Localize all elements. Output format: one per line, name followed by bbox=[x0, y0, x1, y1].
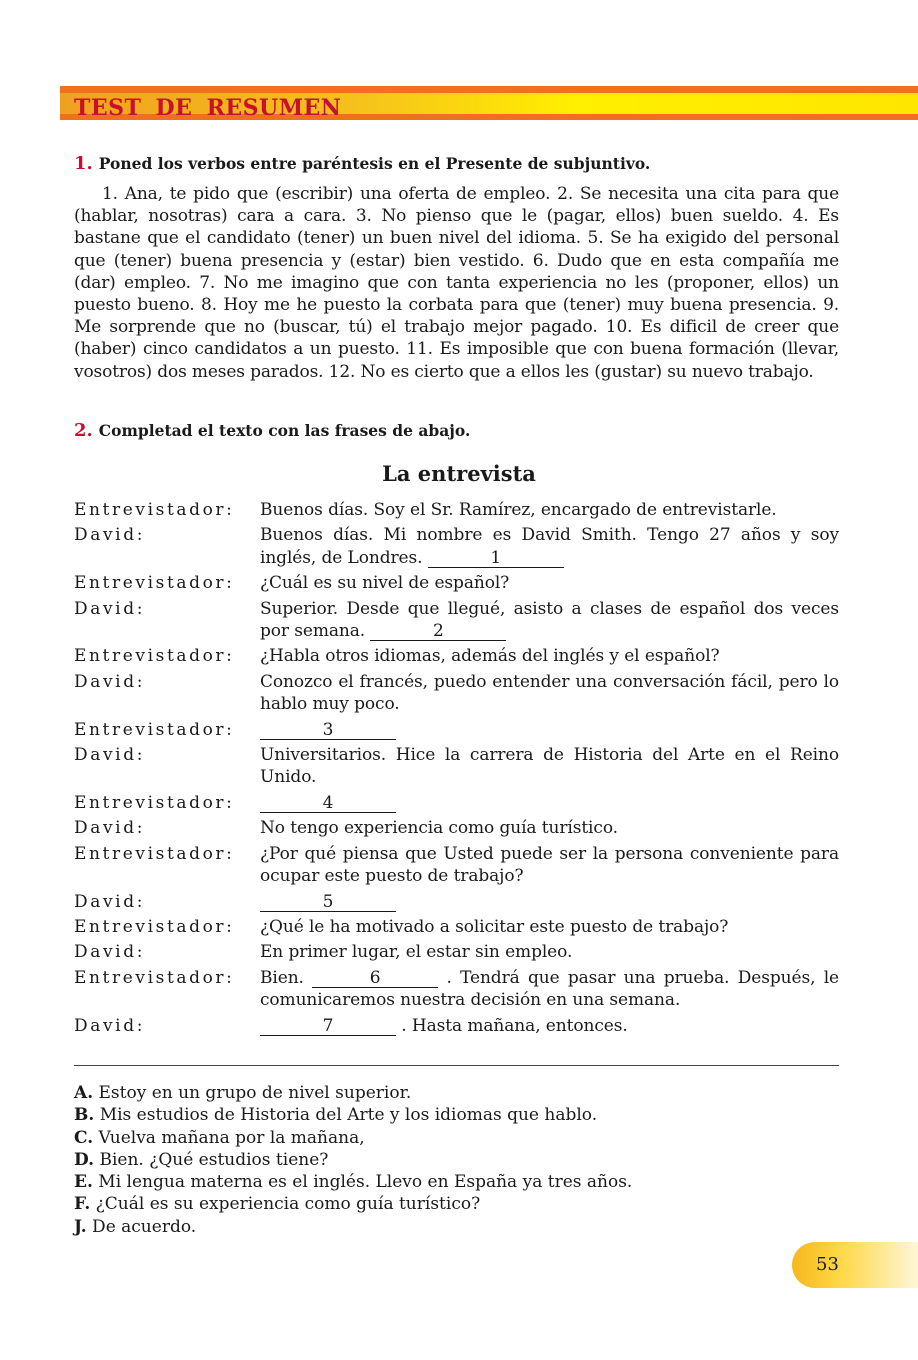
line-text: ¿Qué le ha motivado a solicitar este puesto de trabajo? bbox=[260, 916, 729, 937]
speaker: David: bbox=[74, 598, 146, 619]
option-letter: F. bbox=[74, 1194, 91, 1215]
line-text: Buenos días. Soy el Sr. Ramírez, encargado de entrevistarle. bbox=[260, 500, 777, 520]
dialog-line bbox=[74, 744, 839, 789]
divider bbox=[74, 1065, 839, 1066]
speaker: Entrevistador: bbox=[74, 967, 235, 988]
option-letter: B. bbox=[74, 1105, 95, 1126]
speaker: David: bbox=[74, 818, 146, 839]
task-1-text: 1. Ana, te pido que (escribir) una oferta de empleo. 2. Se necesita una cita para que (hablar, nosotras) cara a cara. 3. No pienso que le (pagar, ellos) buen sueldo. 4. Es bastane que el candidato (tener) un buen nivel del idioma. 5. Se ha exigido del personal que (tener) buena presencia y (estar) bien vestido. 6. Dudo que en esta compañía me (dar) empleo. 7. No me imagino que con tanta experiencia no les (proponer, ellos) un puesto bueno. 8. Hoy me he puesto la corbata para que (tener) muy buena presencia. 9. Me sorprende que no (buscar, tú) el trabajo mejor pagado. 10. Es dificil de creer que (haber) cinco candidatos a un puesto. 11. Es imposible que con buena formación (llevar, vosotros) dos meses parados. 12. No es cierto que a ellos les (gustar) su nuevo trabajo. bbox=[74, 184, 839, 382]
speaker: Entrevistador: bbox=[74, 916, 235, 937]
line-text: Superior. Desde que llegué, asisto a clases de español dos veces por semana. bbox=[260, 598, 839, 642]
dialog-line bbox=[74, 671, 839, 716]
line-text: Buenos días. Mi nombre es David Smith. Tengo 27 años y soy inglés, de Londres. bbox=[260, 525, 839, 568]
dialog-line bbox=[74, 524, 839, 569]
speaker: Entrevistador: bbox=[74, 500, 235, 520]
task-2-instruction: Completad el texto con las frases de abajo. bbox=[98, 421, 471, 440]
speaker: Entrevistador: bbox=[74, 792, 235, 813]
dialog-line bbox=[74, 1015, 839, 1037]
blank-7: 7 bbox=[260, 1017, 396, 1036]
blank-6: 6 bbox=[312, 969, 438, 988]
page-number-tab bbox=[792, 1242, 918, 1288]
option-text: Mis estudios de Historia del Arte y los idiomas que hablo. bbox=[94, 1105, 598, 1126]
line-text: Bien. bbox=[260, 967, 313, 988]
speaker: Entrevistador: bbox=[74, 646, 235, 667]
dialog-line bbox=[74, 792, 839, 814]
dialog-line bbox=[74, 891, 839, 913]
dialog-line bbox=[74, 499, 839, 521]
blank-5: 5 bbox=[260, 893, 396, 912]
dialog-line bbox=[74, 598, 839, 643]
option-text: Mi lengua materna es el inglés. Llevo en España ya tres años. bbox=[92, 1172, 633, 1193]
task-1-number: 1. bbox=[74, 153, 93, 174]
option-letter: C. bbox=[74, 1127, 94, 1148]
speaker: Entrevistador: bbox=[74, 573, 235, 594]
line-text: . Hasta mañana, entonces. bbox=[396, 1015, 628, 1036]
speaker: David: bbox=[74, 891, 146, 912]
line-text: No tengo experiencia como guía turístico. bbox=[260, 818, 618, 839]
line-text: ¿Por qué piensa que Usted puede ser la persona conveniente para ocupar este puesto de trabajo? bbox=[260, 843, 839, 887]
option-f bbox=[74, 1193, 632, 1215]
option-d bbox=[74, 1149, 632, 1171]
option-letter: A. bbox=[74, 1083, 94, 1103]
dialog-line bbox=[74, 572, 839, 594]
option-j bbox=[74, 1216, 632, 1238]
dialog bbox=[74, 499, 839, 1040]
dialog-title: La entrevista bbox=[382, 461, 536, 486]
dialog-line bbox=[74, 941, 839, 963]
dialog-line bbox=[74, 967, 839, 1012]
blank-2: 2 bbox=[370, 622, 506, 641]
answer-options bbox=[74, 1082, 632, 1238]
line-text: . Tendrá que pasar una prueba. Después, le comunicaremos nuestra decisión en una semana. bbox=[260, 967, 839, 1011]
speaker: Entrevistador: bbox=[74, 843, 235, 864]
speaker: David: bbox=[74, 1015, 146, 1036]
task-1-instruction: Poned los verbos entre paréntesis en el Presente de subjuntivo. bbox=[98, 154, 651, 173]
option-text: De acuerdo. bbox=[86, 1216, 197, 1237]
dialog-line bbox=[74, 645, 839, 667]
line-text: Conozco el francés, puedo entender una conversación fácil, pero lo hablo muy poco. bbox=[260, 671, 839, 715]
option-letter: J. bbox=[74, 1216, 87, 1237]
dialog-line bbox=[74, 843, 839, 888]
page-number: 53 bbox=[816, 1254, 839, 1275]
speaker: David: bbox=[74, 525, 146, 546]
line-text: Universitarios. Hice la carrera de Historia del Arte en el Reino Unido. bbox=[260, 745, 839, 788]
speaker: Entrevistador: bbox=[74, 719, 235, 740]
option-text: Bien. ¿Qué estudios tiene? bbox=[94, 1149, 329, 1170]
line-text: ¿Cuál es su nivel de español? bbox=[260, 573, 510, 594]
option-text: Estoy en un grupo de nivel superior. bbox=[93, 1083, 412, 1103]
page-title: TEST DE RESUMEN bbox=[74, 95, 342, 121]
task-2-number: 2. bbox=[74, 420, 93, 441]
line-text: ¿Habla otros idiomas, además del inglés y el español? bbox=[260, 646, 720, 667]
task-1-heading bbox=[74, 153, 650, 174]
dialog-line bbox=[74, 817, 839, 839]
speaker: David: bbox=[74, 745, 146, 766]
option-letter: E. bbox=[74, 1172, 93, 1193]
speaker: David: bbox=[74, 671, 146, 692]
blank-4: 4 bbox=[260, 794, 396, 813]
option-text: ¿Cuál es su experiencia como guía turístico? bbox=[90, 1194, 481, 1215]
blank-3: 3 bbox=[260, 721, 396, 740]
task-2-heading bbox=[74, 420, 470, 441]
blank-1: 1 bbox=[428, 549, 564, 568]
option-c bbox=[74, 1127, 632, 1149]
option-text: Vuelva mañana por la mañana, bbox=[93, 1127, 365, 1148]
option-b bbox=[74, 1104, 632, 1126]
dialog-line bbox=[74, 719, 839, 741]
dialog-line bbox=[74, 916, 839, 938]
option-e bbox=[74, 1171, 632, 1193]
option-a bbox=[74, 1082, 632, 1104]
option-letter: D. bbox=[74, 1149, 95, 1170]
line-text: En primer lugar, el estar sin empleo. bbox=[260, 942, 573, 963]
speaker: David: bbox=[74, 942, 146, 963]
